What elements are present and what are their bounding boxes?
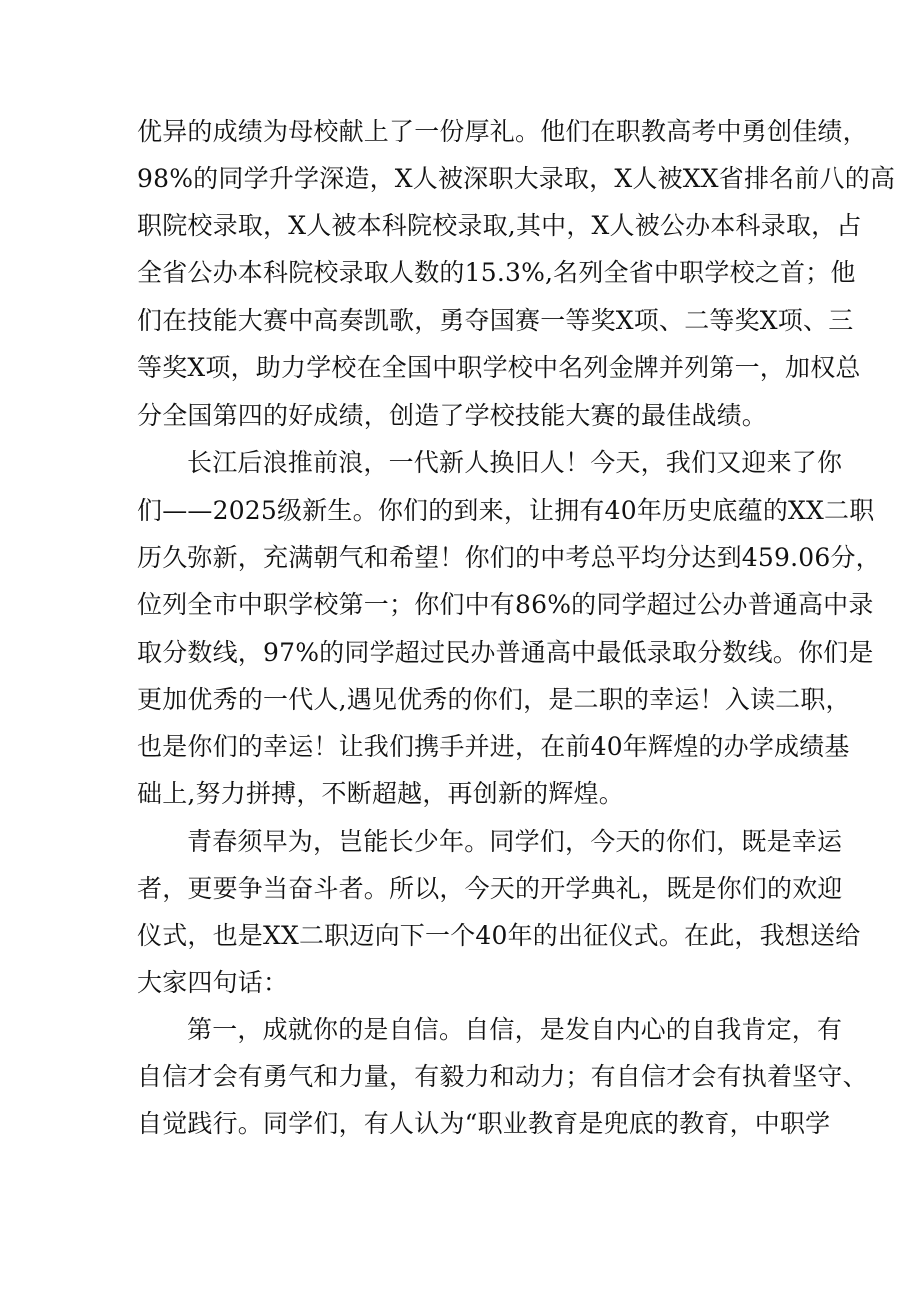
text-line: 自觉践行。同学们，有人认为“职业教育是兜底的教育，中职学	[137, 1109, 831, 1138]
text-line: 者，更要争当奋斗者。所以，今天的开学典礼，既是你们的欢迎	[137, 874, 843, 903]
text-line: 更加优秀的一代人,遇见优秀的你们，是二职的幸运！入读二职，	[137, 685, 851, 714]
text-line: 历久弥新，充满朝气和希望！你们的中考总平均分达到459.06分，	[137, 543, 881, 572]
text-line: 们——2025级新生。你们的到来，让拥有40年历史底蕴的XX二职	[137, 496, 875, 525]
text-line: 取分数线，97%的同学超过民办普通高中最低录取分数线。你们是	[137, 638, 874, 667]
text-line: 全省公办本科院校录取人数的15.3%,名列全省中职学校之首；他	[137, 258, 856, 287]
text-line: 优异的成绩为母校献上了一份厚礼。他们在职教高考中勇创佳绩，	[137, 117, 868, 146]
text-line: 也是你们的幸运！让我们携手并进，在前40年辉煌的办学成绩基	[137, 732, 850, 761]
text-line: 98%的同学升学深造，X人被深职大录取，X人被XX省排名前八的高	[137, 164, 896, 193]
text-line: 职院校录取，X人被本科院校录取,其中，X人被公办本科录取，占	[137, 211, 862, 240]
text-line: 分全国第四的好成绩，创造了学校技能大赛的最佳战绩。	[137, 401, 768, 430]
text-line: 础上,努力拼搏，不断超越，再创新的辉煌。	[137, 779, 624, 808]
text-line: 自信才会有勇气和力量，有毅力和动力；有自信才会有执着坚守、	[137, 1062, 868, 1091]
paragraph-first-line: 第一，成就你的是自信。自信，是发自内心的自我肯定，有	[187, 1015, 843, 1044]
text-line: 等奖X项，助力学校在全国中职学校中名列金牌并列第一，加权总	[137, 353, 861, 382]
paragraph-first-line: 长江后浪推前浪，一代新人换旧人！今天，我们又迎来了你	[187, 448, 843, 477]
text-line: 大家四句话：	[137, 968, 289, 997]
text-line: 仪式，也是XX二职迈向下一个40年的出征仪式。在此，我想送给	[137, 921, 861, 950]
paragraph-first-line: 青春须早为，岂能长少年。同学们，今天的你们，既是幸运	[187, 827, 843, 856]
text-line: 位列全市中职学校第一；你们中有86%的同学超过公办普通高中录	[137, 590, 874, 619]
text-line: 们在技能大赛中高奏凯歌，勇夺国赛一等奖X项、二等奖X项、三	[137, 306, 854, 335]
